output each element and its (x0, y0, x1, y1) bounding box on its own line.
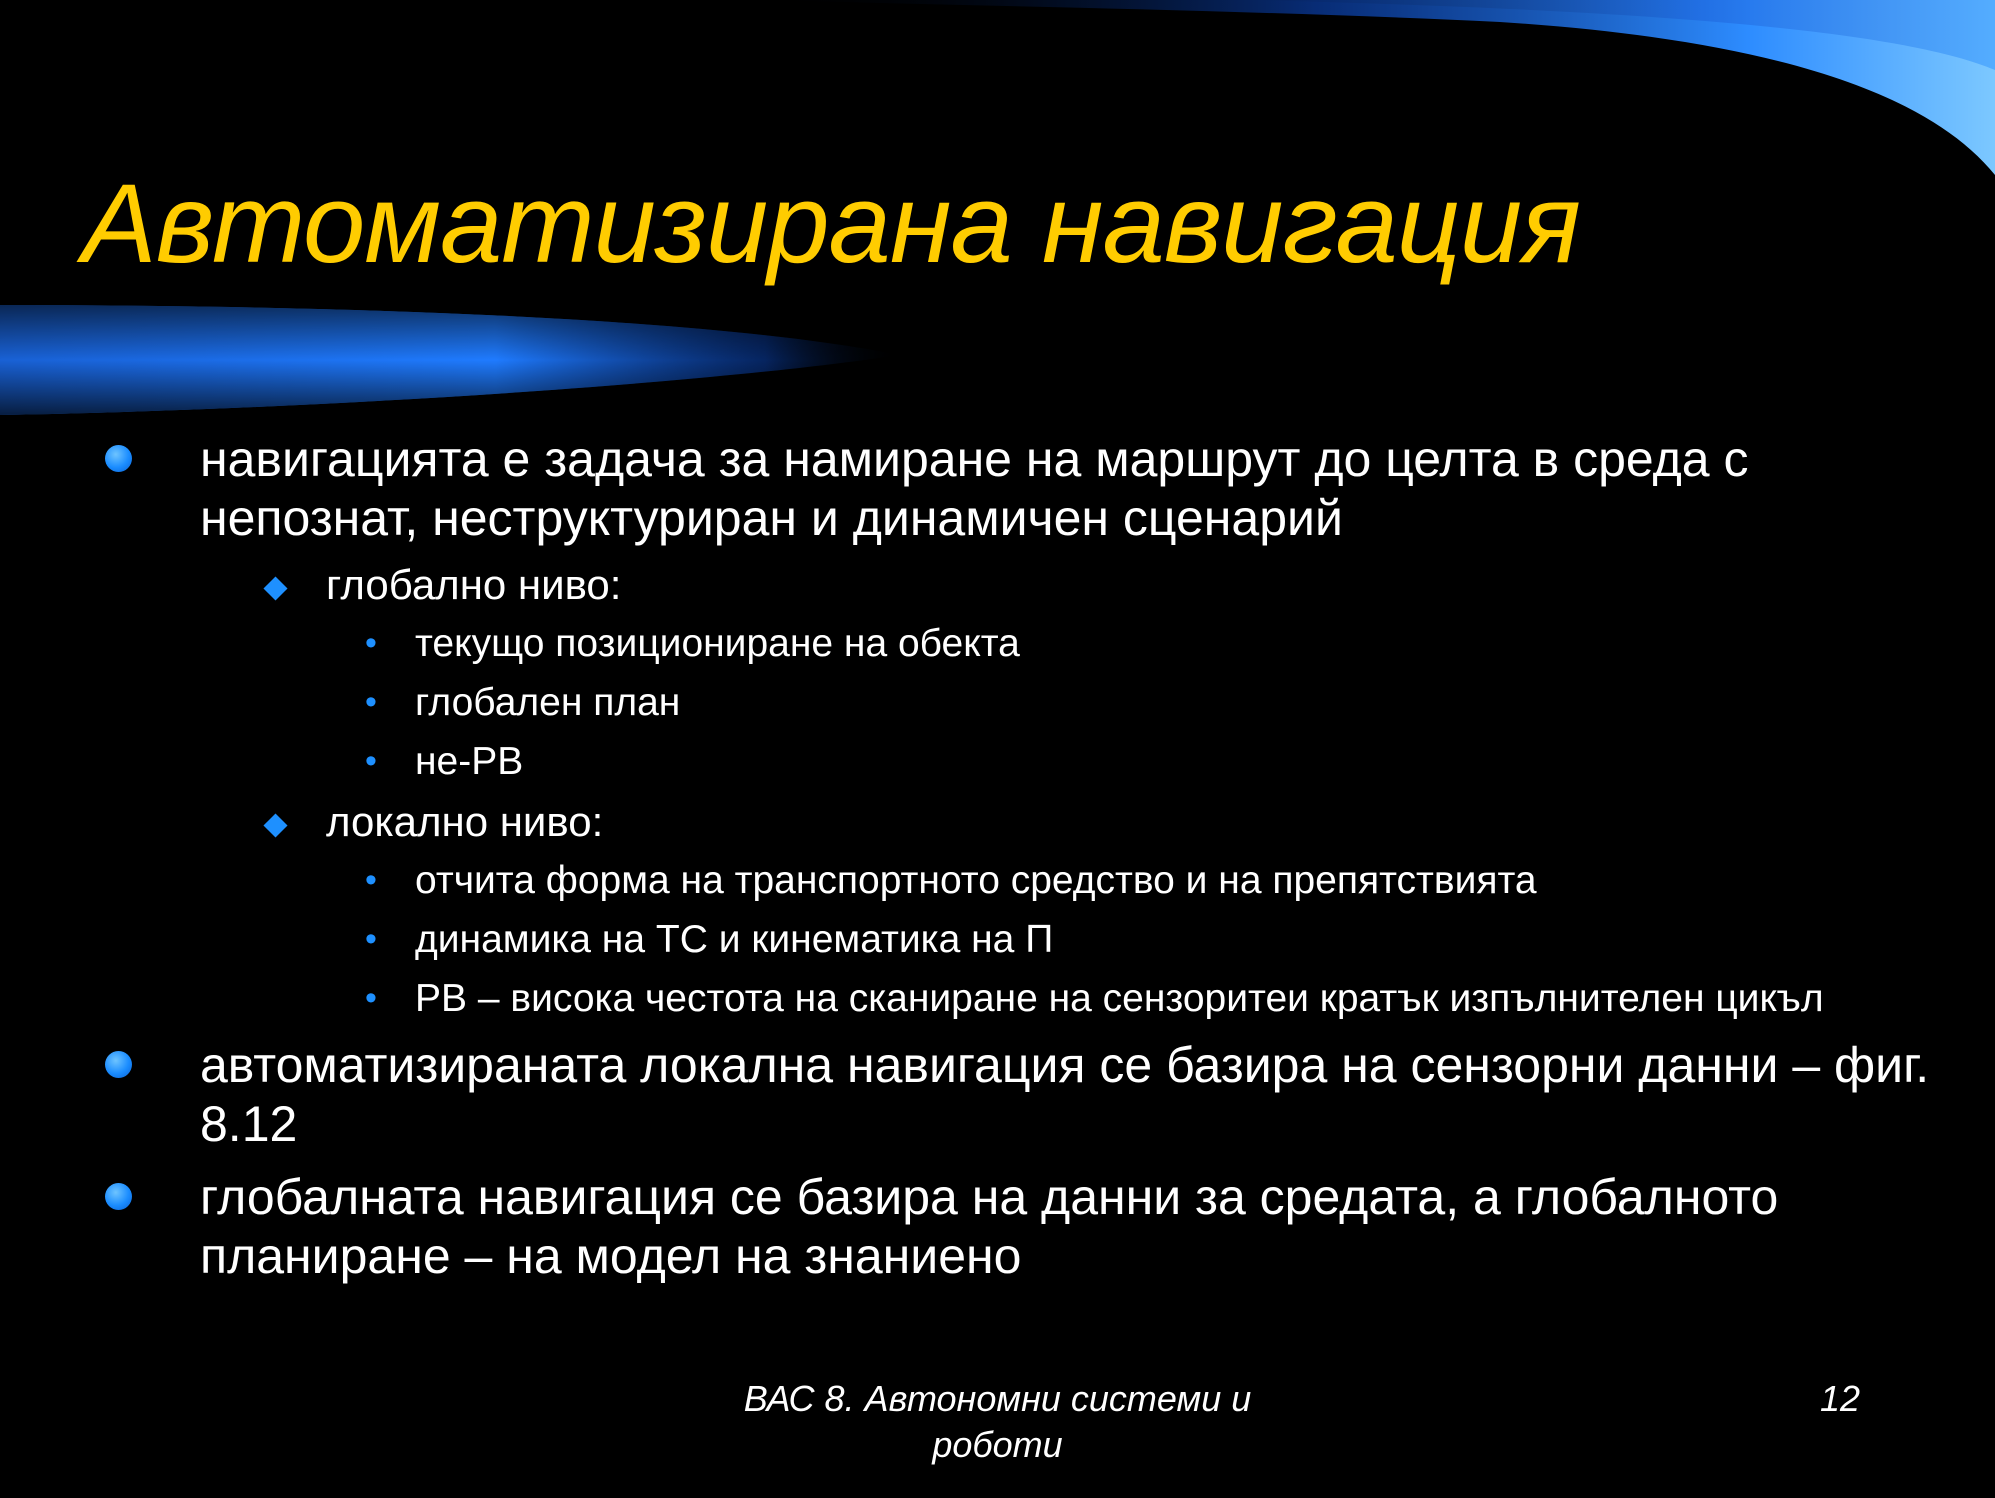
sub-sub-bullet-text: отчита форма на транспортното средство и на препятствията (415, 859, 1537, 902)
bullet-item (200, 1036, 1960, 1154)
sub-sub-bullet-item (365, 620, 1960, 667)
round-bullet-icon (105, 445, 132, 472)
sub-sub-bullet-item (365, 738, 1960, 785)
dot-bullet-icon: • (365, 979, 377, 1017)
sub-sub-bullet-text: текущо позициониране на обекта (415, 622, 1020, 665)
dot-bullet-icon: • (365, 742, 377, 780)
dot-bullet-icon: • (365, 920, 377, 958)
sub-bullet-text: локално ниво: (326, 798, 604, 845)
page-number: 12 (1819, 1378, 1860, 1419)
bullet-item (200, 430, 1960, 548)
sub-sub-bullet-item (365, 916, 1960, 963)
diamond-bullet-icon (263, 813, 287, 837)
round-bullet-icon (105, 1051, 132, 1078)
sub-sub-bullet-text: РВ – висока честота на сканиране на сензоритеи кратък изпълнителен цикъл (415, 977, 1824, 1020)
sub-sub-bullet-item (365, 975, 1960, 1022)
diamond-bullet-icon (263, 576, 287, 600)
sub-sub-bullet-text: глобален план (415, 681, 681, 724)
slide-content (0, 430, 1995, 1298)
bullet-text: навигацията е задача за намиране на маршрут до целта в среда с непознат, неструктуриран и динамичен сценарий (200, 431, 1749, 546)
sub-bullet-item (326, 560, 1946, 610)
dot-bullet-icon: • (365, 624, 377, 662)
slide-title: Автоматизирана навигация (82, 161, 1580, 286)
sub-bullet-text: глобално ниво: (326, 561, 622, 608)
title-swoosh-decoration (0, 285, 1000, 425)
dot-bullet-icon: • (365, 683, 377, 721)
sub-sub-bullet-item (365, 857, 1960, 904)
sub-sub-bullet-text: динамика на ТС и кинематика на П (415, 918, 1054, 961)
bullet-item (200, 1168, 1960, 1286)
footer-text: ВАС 8. Автономни системи и роботи (743, 1378, 1252, 1465)
bullet-text: глобалната навигация се базира на данни за средата, а глобалното планиране – на модел на знаниено (200, 1169, 1779, 1284)
bullet-text: автоматизираната локална навигация се базира на сензорни данни – фиг. 8.12 (200, 1037, 1930, 1152)
round-bullet-icon (105, 1183, 132, 1210)
sub-bullet-item (326, 797, 1946, 847)
dot-bullet-icon: • (365, 861, 377, 899)
sub-sub-bullet-item (365, 679, 1960, 726)
sub-sub-bullet-text: не-РВ (415, 740, 524, 783)
